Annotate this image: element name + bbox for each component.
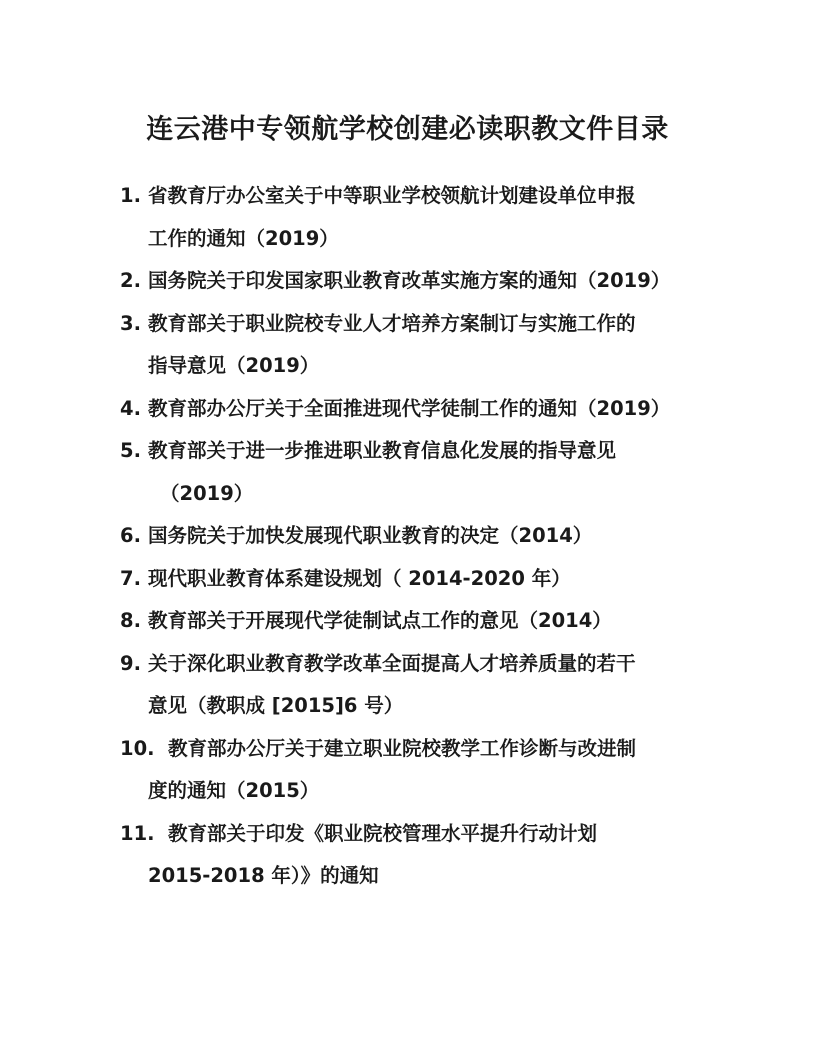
item-line: 教育部办公厅关于建立职业院校教学工作诊断与改进制 (168, 736, 637, 760)
item-line: 教育部关于进一步推进职业教育信息化发展的指导意见 (148, 439, 617, 462)
list-item (120, 388, 720, 431)
item-line: 2015-2018 年）》的通知 (148, 864, 379, 887)
item-line: 国务院关于印发国家职业教育改革实施方案的通知（2019） (148, 269, 671, 292)
item-text (120, 260, 720, 303)
item-line: 教育部关于开展现代学徒制试点工作的意见（2014） (148, 609, 612, 632)
list-item (120, 515, 720, 558)
item-line: 教育部关于印发《职业院校管理水平提升行动计划 (168, 821, 598, 845)
item-text (120, 175, 720, 260)
item-line: （2019） (160, 481, 254, 505)
item-text (120, 303, 720, 388)
item-number: 5. (120, 439, 141, 462)
item-line: 指导意见（2019） (148, 354, 320, 377)
item-line: 关于深化职业教育教学改革全面提高人才培养质量的若干 (148, 651, 636, 675)
list-item (120, 600, 720, 643)
list-item (120, 260, 720, 303)
document-title: 连云港中专领航学校创建必读职教文件目录 (146, 114, 669, 145)
item-text (120, 430, 720, 515)
item-text (120, 728, 720, 813)
item-text (120, 558, 720, 601)
list-item (120, 303, 720, 388)
item-text (120, 515, 720, 558)
file-list (120, 175, 720, 898)
item-number: 4. (120, 396, 141, 420)
list-item (120, 813, 720, 898)
item-text (120, 813, 720, 898)
item-line: 现代职业教育体系建设规划（ 2014-2020 年） (148, 566, 571, 590)
item-number: 6. (120, 524, 141, 547)
item-text (120, 643, 720, 728)
item-number: 2. (120, 269, 141, 292)
item-line: 教育部办公厅关于全面推进现代学徒制工作的通知（2019） (148, 396, 671, 420)
item-text (120, 600, 720, 643)
item-line: 省教育厅办公室关于中等职业学校领航计划建设单位申报 (148, 184, 636, 207)
item-text (120, 388, 720, 431)
list-item (120, 175, 720, 260)
item-number: 10. (120, 736, 155, 760)
list-item (120, 643, 720, 728)
list-item (120, 430, 720, 515)
item-number: 1. (120, 184, 141, 207)
item-number: 11. (120, 821, 155, 845)
item-number: 7. (120, 566, 141, 590)
item-line: 度的通知（2015） (148, 779, 320, 802)
item-line: 工作的通知（2019） (148, 226, 339, 250)
item-number: 8. (120, 609, 141, 632)
list-item (120, 728, 720, 813)
item-line: 国务院关于加快发展现代职业教育的决定（2014） (148, 524, 593, 547)
item-line: 意见（教职成 [2015]6 号） (148, 694, 404, 717)
item-number: 9. (120, 651, 141, 675)
item-line: 教育部关于职业院校专业人才培养方案制订与实施工作的 (148, 311, 636, 335)
list-item (120, 558, 720, 601)
item-number: 3. (120, 311, 141, 335)
